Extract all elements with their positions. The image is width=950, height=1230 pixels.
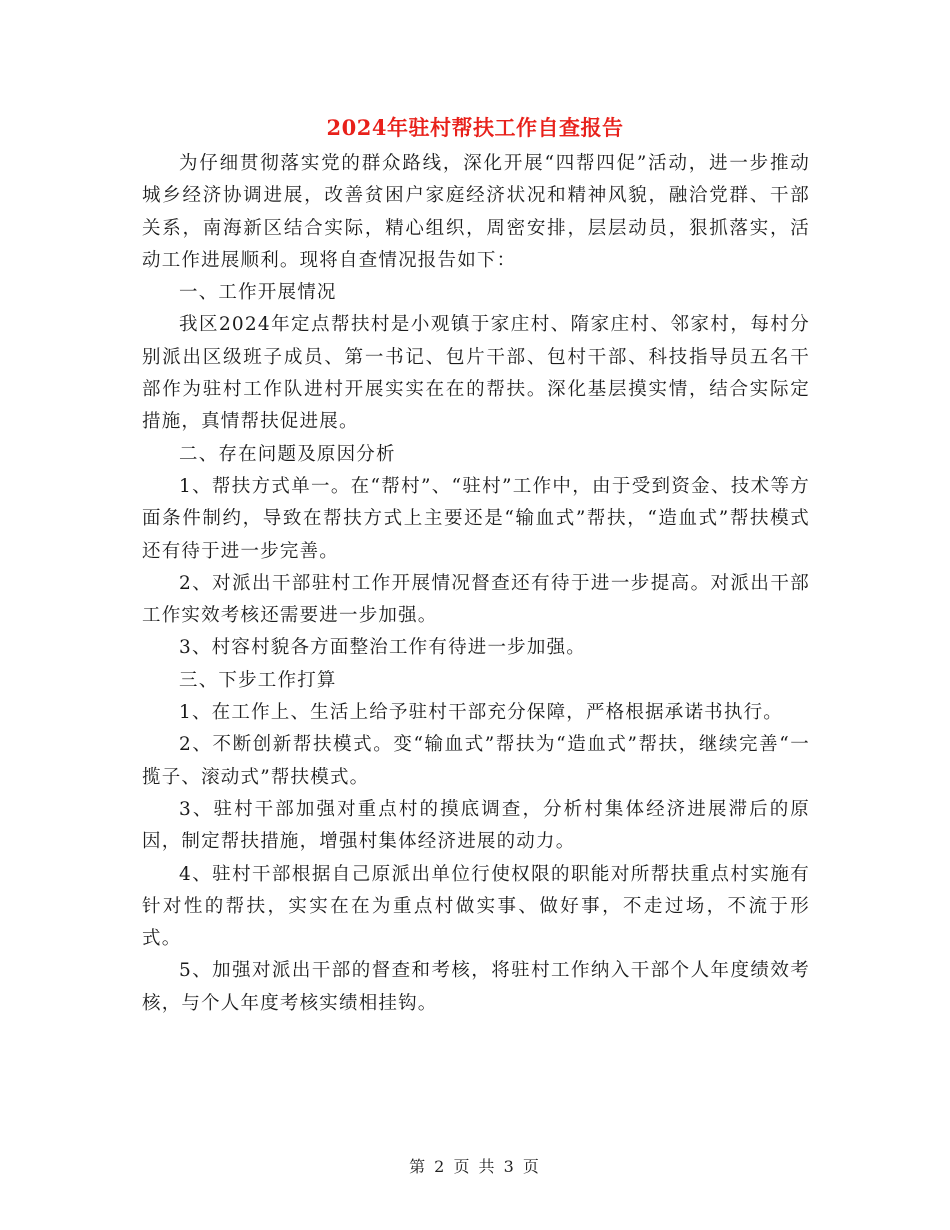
intro-paragraph: 为仔细贯彻落实党的群众路线，深化开展“四帮四促”活动，进一步推动城乡经济协调进展，改善贫困户家庭经济状况和精神风貌，融洽党群、干部关系，南海新区结合实际，精心组织，周密安排，层层动员，狠抓落实，活动工作进展顺利。现将自查情况报告如下： (142, 153, 810, 271)
page-number-footer: 第 2 页 共 3 页 (409, 1157, 541, 1176)
problem-item-1: 1、帮扶方式单一。在“帮村”、“驻村”工作中，由于受到资金、技术等方面条件制约，导致在帮扶方式上主要还是“输血式”帮扶，“造血式”帮扶模式还有待于进一步完善。 (142, 475, 810, 562)
plan-item-4: 4、驻村干部根据自己原派出单位行使权限的职能对所帮扶重点村实施有针对性的帮扶，实实在在为重点村做实事、做好事，不走过场，不流于形式。 (142, 863, 810, 950)
plan-item-1: 1、在工作上、生活上给予驻村干部充分保障，严格根据承诺书执行。 (179, 702, 783, 724)
section-1-paragraph: 我区2024年定点帮扶村是小观镇于家庄村、隋家庄村、邻家村，每村分别派出区级班子成员、第一书记、包片干部、包村干部、科技指导员五名干部作为驻村工作队进村开展实实在在的帮扶。深化基层摸实情，结合实际定措施，真情帮扶促进展。 (142, 314, 810, 433)
plan-item-5: 5、加强对派出干部的督查和考核，将驻村工作纳入干部个人年度绩效考核，与个人年度考核实绩相挂钩。 (142, 960, 810, 1014)
document-body (142, 148, 810, 1020)
section-heading-3: 三、下步工作打算 (179, 669, 337, 691)
section-heading-2: 二、存在问题及原因分析 (179, 443, 396, 465)
plan-item-3: 3、驻村干部加强对重点村的摸底调查，分析村集体经济进展滞后的原因，制定帮扶措施，增强村集体经济进展的动力。 (142, 798, 810, 853)
document-title: 2024年驻村帮扶工作自查报告 (326, 115, 624, 140)
section-heading-1: 一、工作开展情况 (179, 282, 337, 304)
problem-item-2: 2、对派出干部驻村工作开展情况督查还有待于进一步提高。对派出干部工作实效考核还需要进一步加强。 (142, 572, 810, 627)
problem-item-3: 3、村容村貌各方面整治工作有待进一步加强。 (179, 637, 586, 659)
plan-item-2: 2、不断创新帮扶模式。变“输血式”帮扶为“造血式”帮扶，继续完善“一揽子、滚动式”帮扶模式。 (142, 734, 810, 788)
